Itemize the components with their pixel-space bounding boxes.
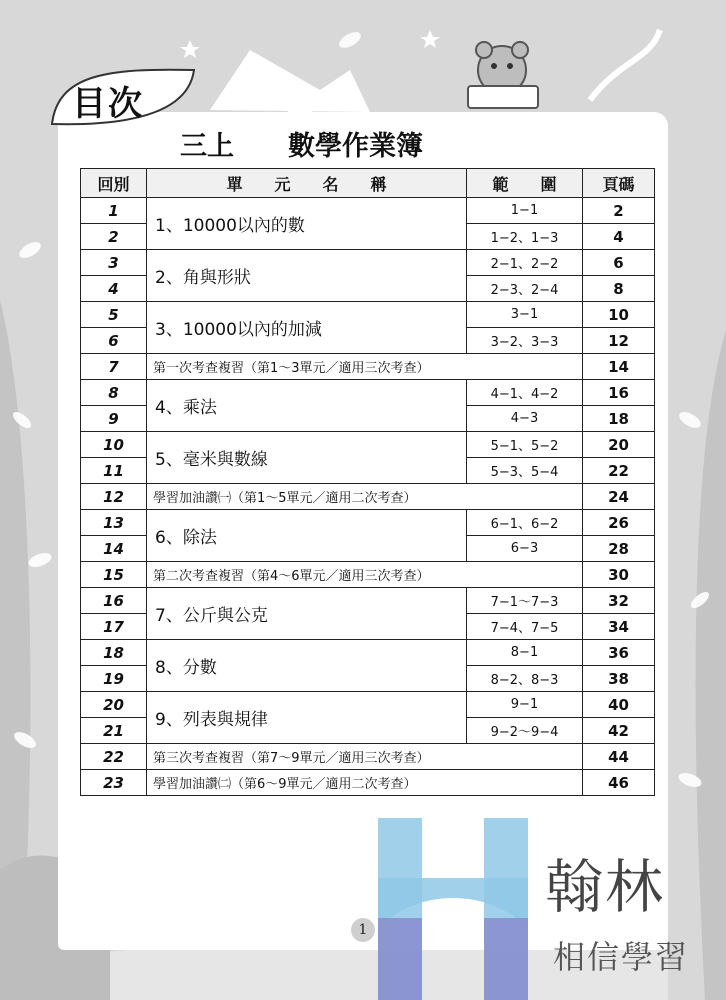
- star-icon: [180, 40, 200, 58]
- publisher-slogan: 相信學習: [553, 938, 690, 976]
- unit-name: 1、10000以內的數: [147, 198, 467, 250]
- range-cell: 9−2～9−4: [467, 718, 583, 744]
- round-number: 23: [81, 770, 147, 796]
- unit-name: 9、列表與規律: [147, 692, 467, 744]
- col-header-page: 頁碼: [583, 169, 655, 198]
- toc-header-row: [81, 169, 655, 198]
- range-cell: 6−3: [467, 536, 583, 562]
- page-number-cell: 46: [583, 770, 655, 796]
- table-row: [81, 692, 655, 718]
- publisher-brand: 翰林: [545, 853, 666, 921]
- range-cell: 7−4、7−5: [467, 614, 583, 640]
- round-number: 13: [81, 510, 147, 536]
- page-number-cell: 16: [583, 380, 655, 406]
- table-row: [81, 198, 655, 224]
- col-header-round: 回別: [81, 169, 147, 198]
- page-number-cell: 26: [583, 510, 655, 536]
- unit-name: 5、毫米與數線: [147, 432, 467, 484]
- leaf-icon: [27, 550, 54, 569]
- table-row: [81, 562, 655, 588]
- round-number: 22: [81, 744, 147, 770]
- unit-name: 6、除法: [147, 510, 467, 562]
- review-title: 第三次考查複習（第7～9單元／適用三次考查）: [147, 744, 583, 770]
- unit-name: 2、角與形狀: [147, 250, 467, 302]
- round-number: 18: [81, 640, 147, 666]
- round-number: 7: [81, 354, 147, 380]
- range-cell: 5−1、5−2: [467, 432, 583, 458]
- unit-name: 7、公斤與公克: [147, 588, 467, 640]
- page-number-cell: 40: [583, 692, 655, 718]
- page-number-cell: 12: [583, 328, 655, 354]
- round-number: 14: [81, 536, 147, 562]
- range-cell: 8−1: [467, 640, 583, 666]
- round-number: 4: [81, 276, 147, 302]
- range-cell: 6−1、6−2: [467, 510, 583, 536]
- page-number-cell: 4: [583, 224, 655, 250]
- page-number-cell: 30: [583, 562, 655, 588]
- round-number: 11: [81, 458, 147, 484]
- round-number: 2: [81, 224, 147, 250]
- table-row: [81, 380, 655, 406]
- toc-table: [80, 168, 655, 796]
- round-number: 9: [81, 406, 147, 432]
- page-number-cell: 36: [583, 640, 655, 666]
- page-number-cell: 34: [583, 614, 655, 640]
- round-number: 8: [81, 380, 147, 406]
- star-icon: [420, 30, 440, 48]
- col-header-range: 範 圍: [467, 169, 583, 198]
- range-cell: 9−1: [467, 692, 583, 718]
- leaf-icon: [677, 409, 704, 431]
- publisher-logo-icon: [378, 818, 528, 1000]
- unit-name: 8、分數: [147, 640, 467, 692]
- page-number-cell: 44: [583, 744, 655, 770]
- range-cell: 8−2、8−3: [467, 666, 583, 692]
- review-title: 學習加油讚㈡（第6～9單元／適用二次考查）: [147, 770, 583, 796]
- table-row: [81, 744, 655, 770]
- table-row: [81, 484, 655, 510]
- round-number: 15: [81, 562, 147, 588]
- unit-name: 3、10000以內的加減: [147, 302, 467, 354]
- review-title: 第一次考查複習（第1～3單元／適用三次考查）: [147, 354, 583, 380]
- page-number-cell: 10: [583, 302, 655, 328]
- round-number: 3: [81, 250, 147, 276]
- review-title: 第二次考查複習（第4～6單元／適用三次考查）: [147, 562, 583, 588]
- page-number-cell: 28: [583, 536, 655, 562]
- tree-icon: [696, 330, 726, 1000]
- table-row: [81, 770, 655, 796]
- page-number-cell: 8: [583, 276, 655, 302]
- leaf-icon: [17, 239, 44, 261]
- table-row: [81, 640, 655, 666]
- round-number: 10: [81, 432, 147, 458]
- range-cell: 1−1: [467, 198, 583, 224]
- range-cell: 7−1～7−3: [467, 588, 583, 614]
- range-cell: 1−2、1−3: [467, 224, 583, 250]
- table-row: [81, 588, 655, 614]
- review-title: 學習加油讚㈠（第1～5單元／適用二次考查）: [147, 484, 583, 510]
- page-number: 1: [351, 918, 375, 942]
- page-number-cell: 24: [583, 484, 655, 510]
- page-number-cell: 22: [583, 458, 655, 484]
- range-cell: 3−2、3−3: [467, 328, 583, 354]
- range-cell: 2−3、2−4: [467, 276, 583, 302]
- round-number: 19: [81, 666, 147, 692]
- round-number: 6: [81, 328, 147, 354]
- page-number-cell: 20: [583, 432, 655, 458]
- range-cell: 3−1: [467, 302, 583, 328]
- unit-name: 4、乘法: [147, 380, 467, 432]
- section-title: 目次: [72, 84, 144, 124]
- round-number: 1: [81, 198, 147, 224]
- range-cell: 2−1、2−2: [467, 250, 583, 276]
- leaf-icon: [337, 29, 364, 51]
- page-number-cell: 18: [583, 406, 655, 432]
- page-number-cell: 38: [583, 666, 655, 692]
- range-cell: 4−1、4−2: [467, 380, 583, 406]
- table-row: [81, 354, 655, 380]
- round-number: 17: [81, 614, 147, 640]
- page-number-cell: 32: [583, 588, 655, 614]
- range-cell: 4−3: [467, 406, 583, 432]
- bear-reading-icon: [468, 42, 538, 108]
- col-header-unit: 單 元 名 稱: [147, 169, 467, 198]
- round-number: 20: [81, 692, 147, 718]
- book-title: 三上 數學作業簿: [180, 131, 423, 162]
- table-row: [81, 432, 655, 458]
- round-number: 16: [81, 588, 147, 614]
- table-row: [81, 302, 655, 328]
- page-number-cell: 14: [583, 354, 655, 380]
- page-number-cell: 2: [583, 198, 655, 224]
- table-row: [81, 510, 655, 536]
- table-row: [81, 250, 655, 276]
- round-number: 21: [81, 718, 147, 744]
- range-cell: 5−3、5−4: [467, 458, 583, 484]
- page-number-cell: 6: [583, 250, 655, 276]
- page-number-cell: 42: [583, 718, 655, 744]
- round-number: 5: [81, 302, 147, 328]
- round-number: 12: [81, 484, 147, 510]
